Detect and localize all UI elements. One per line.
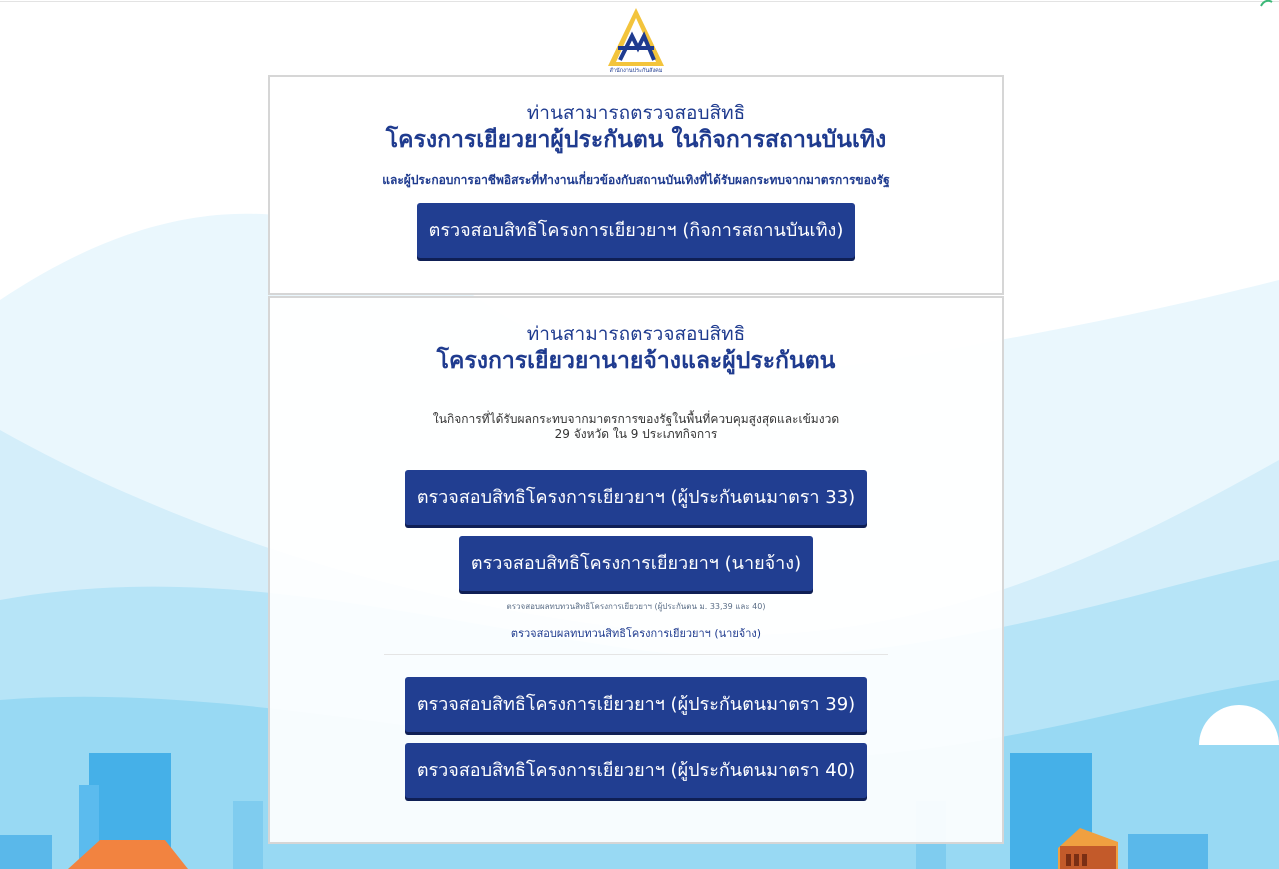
check-m33-button[interactable]: ตรวจสอบสิทธิโครงการเยียวยาฯ (ผู้ประกันตนมาตรา 33)	[405, 470, 867, 525]
entertainment-remedy-card	[268, 75, 1004, 295]
check-m39-button[interactable]: ตรวจสอบสิทธิโครงการเยียวยาฯ (ผู้ประกันตนมาตรา 39)	[405, 677, 867, 732]
logo-caption: สำนักงานประกันสังคม	[609, 68, 663, 74]
leaf-decoration-icon	[1259, 0, 1273, 8]
check-entertainment-button[interactable]: ตรวจสอบสิทธิโครงการเยียวยาฯ (กิจการสถานบันเทิง)	[417, 203, 856, 258]
review-employer-link[interactable]: ตรวจสอบผลทบทวนสิทธิโครงการเยียวยาฯ (นายจ้าง)	[510, 627, 762, 640]
employer-insured-remedy-card	[268, 296, 1004, 844]
section1-headline: โครงการเยียวยาผู้ประกันตน ในกิจการสถานบันเทิง	[385, 127, 887, 153]
section-divider	[384, 654, 888, 655]
check-employer-button[interactable]: ตรวจสอบสิทธิโครงการเยียวยาฯ (นายจ้าง)	[459, 536, 813, 591]
section2-description-line1: ในกิจการที่ได้รับผลกระทบจากมาตรการของรัฐในพื้นที่ควบคุมสูงสุดและเข้มงวด	[432, 412, 840, 426]
review-insured-link[interactable]: ตรวจสอบผลทบทวนสิทธิโครงการเยียวยาฯ (ผู้ประกันตน ม. 33,39 และ 40)	[506, 602, 766, 611]
section1-subtitle: และผู้ประกอบการอาชีพอิสระที่ทำงานเกี่ยวข้องกับสถานบันเทิงที่ได้รับผลกระทบจากมาตรการของรัฐ	[382, 173, 890, 187]
check-m40-button[interactable]: ตรวจสอบสิทธิโครงการเยียวยาฯ (ผู้ประกันตนมาตรา 40)	[405, 743, 867, 798]
section2-headline: โครงการเยียวยานายจ้างและผู้ประกันตน	[436, 348, 836, 374]
section2-description-line2: 29 จังหวัด ใน 9 ประเภทกิจการ	[554, 427, 718, 441]
sso-logo	[604, 6, 668, 74]
section2-lead: ท่านสามารถตรวจสอบสิทธิ	[526, 323, 746, 345]
section1-lead: ท่านสามารถตรวจสอบสิทธิ	[526, 102, 746, 124]
